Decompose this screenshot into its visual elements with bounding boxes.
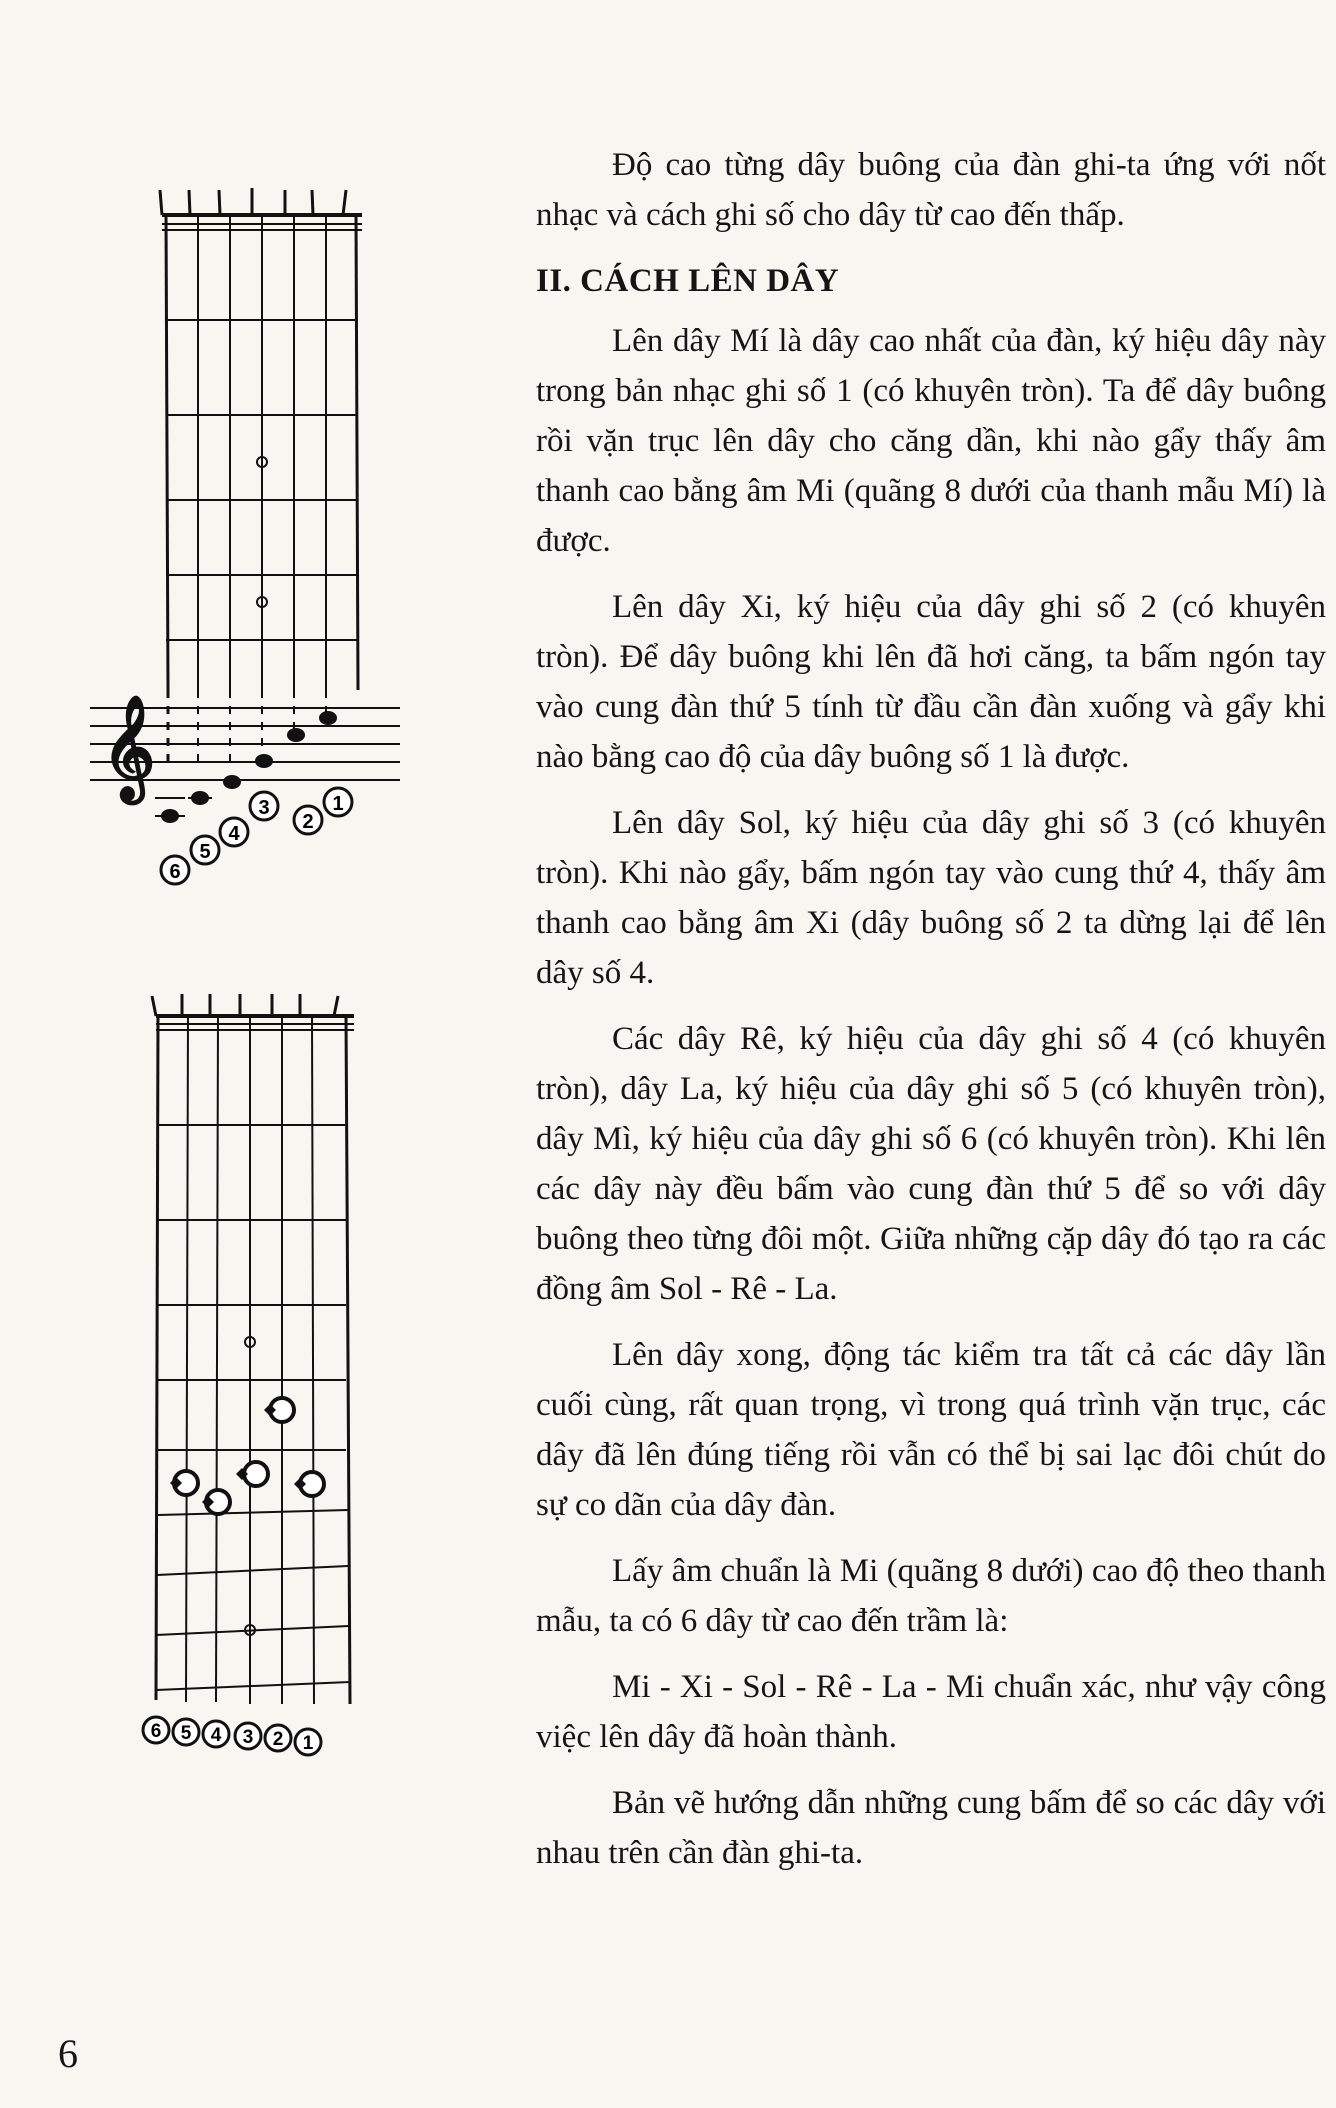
section-heading: II. CÁCH LÊN DÂY <box>536 263 840 299</box>
string-number-1: 1 <box>332 793 344 815</box>
string-number-3: 3 <box>242 1727 254 1748</box>
fig1-string-numbers <box>161 788 352 884</box>
string-number-4: 4 <box>228 823 240 845</box>
paragraph-re-la-mi-strings: Các dây Rê, ký hiệu của dây ghi số 4 (có khuyên tròn), dây La, ký hiệu của dây ghi số 5 (có khuyên tròn), dây Mì, ký hiệu của dây ghi số 6 (có khuyên tròn). Khi lên các dây này đều bấm vào cung đàn thứ 5 để so với dây buông theo từng đôi một. Giữa những cặp dây đó tạo ra các đồng âm Sol - Rê - La. <box>536 1021 1326 1307</box>
string-number-5: 5 <box>199 841 211 863</box>
string-number-4: 4 <box>210 1725 222 1746</box>
paragraph-sol-string: Lên dây Sol, ký hiệu của dây ghi số 3 (có khuyên tròn). Khi nào gẩy, bấm ngón tay vào cung thứ 4, thấy âm thanh cao bằng âm Xi (dây buông số 2 ta dừng lại để lên dây số 4. <box>536 805 1326 991</box>
paragraph-mi-string: Lên dây Mí là dây cao nhất của đàn, ký hiệu dây này trong bản nhạc ghi số 1 (có khuyên tròn). Ta để dây buông rồi vặn trục lên dây cho căng dần, khi nào gẩy thấy âm thanh cao bằng âm Mi (quãng 8 dưới của thanh mẫu Mí) là được. <box>536 323 1326 559</box>
paragraph-reference: Lấy âm chuẩn là Mi (quãng 8 dưới) cao độ theo thanh mẫu, ta có 6 dây từ cao đến trầm là: <box>536 1553 1326 1639</box>
paragraph-sequence: Mi - Xi - Sol - Rê - La - Mi chuẩn xác, như vậy công việc lên dây đã hoàn thành. <box>536 1669 1326 1755</box>
string-number-2: 2 <box>272 1729 284 1750</box>
string-number-3: 3 <box>258 797 270 819</box>
string-number-1: 1 <box>302 1733 314 1754</box>
fig2-string-numbers <box>143 1717 321 1755</box>
string-number-5: 5 <box>180 1723 192 1744</box>
string-number-2: 2 <box>302 811 314 833</box>
paragraph-diagram-note: Bản vẽ hướng dẫn những cung bấm để so các dây với nhau trên cần đàn ghi-ta. <box>536 1785 1326 1871</box>
fretboard-staff-diagram <box>80 170 420 890</box>
fretboard-tuning-diagram <box>140 990 380 1770</box>
string-number-6: 6 <box>150 1721 162 1742</box>
text-column <box>536 140 1326 1894</box>
page-number: 6 <box>58 2031 78 2076</box>
string-number-6: 6 <box>169 861 181 883</box>
paragraph-intro: Độ cao từng dây buông của đàn ghi-ta ứng với nốt nhạc và cách ghi số cho dây từ cao đến thấp. <box>536 147 1326 233</box>
paragraph-check: Lên dây xong, động tác kiểm tra tất cả các dây lần cuối cùng, rất quan trọng, vì trong quá trình vặn trục, các dây đã lên đúng tiếng rồi vẫn có thể bị sai lạc đôi chút do sự co dãn của dây đàn. <box>536 1337 1326 1523</box>
svg-text:𝄞: 𝄞 <box>102 698 156 798</box>
paragraph-xi-string: Lên dây Xi, ký hiệu của dây ghi số 2 (có khuyên tròn). Để dây buông khi lên đã hơi căng, ta bấm ngón tay vào cung đàn thứ 5 tính từ đầu cần đàn xuống và gẩy khi nào bằng cao độ của dây buông số 1 là được. <box>536 589 1326 775</box>
